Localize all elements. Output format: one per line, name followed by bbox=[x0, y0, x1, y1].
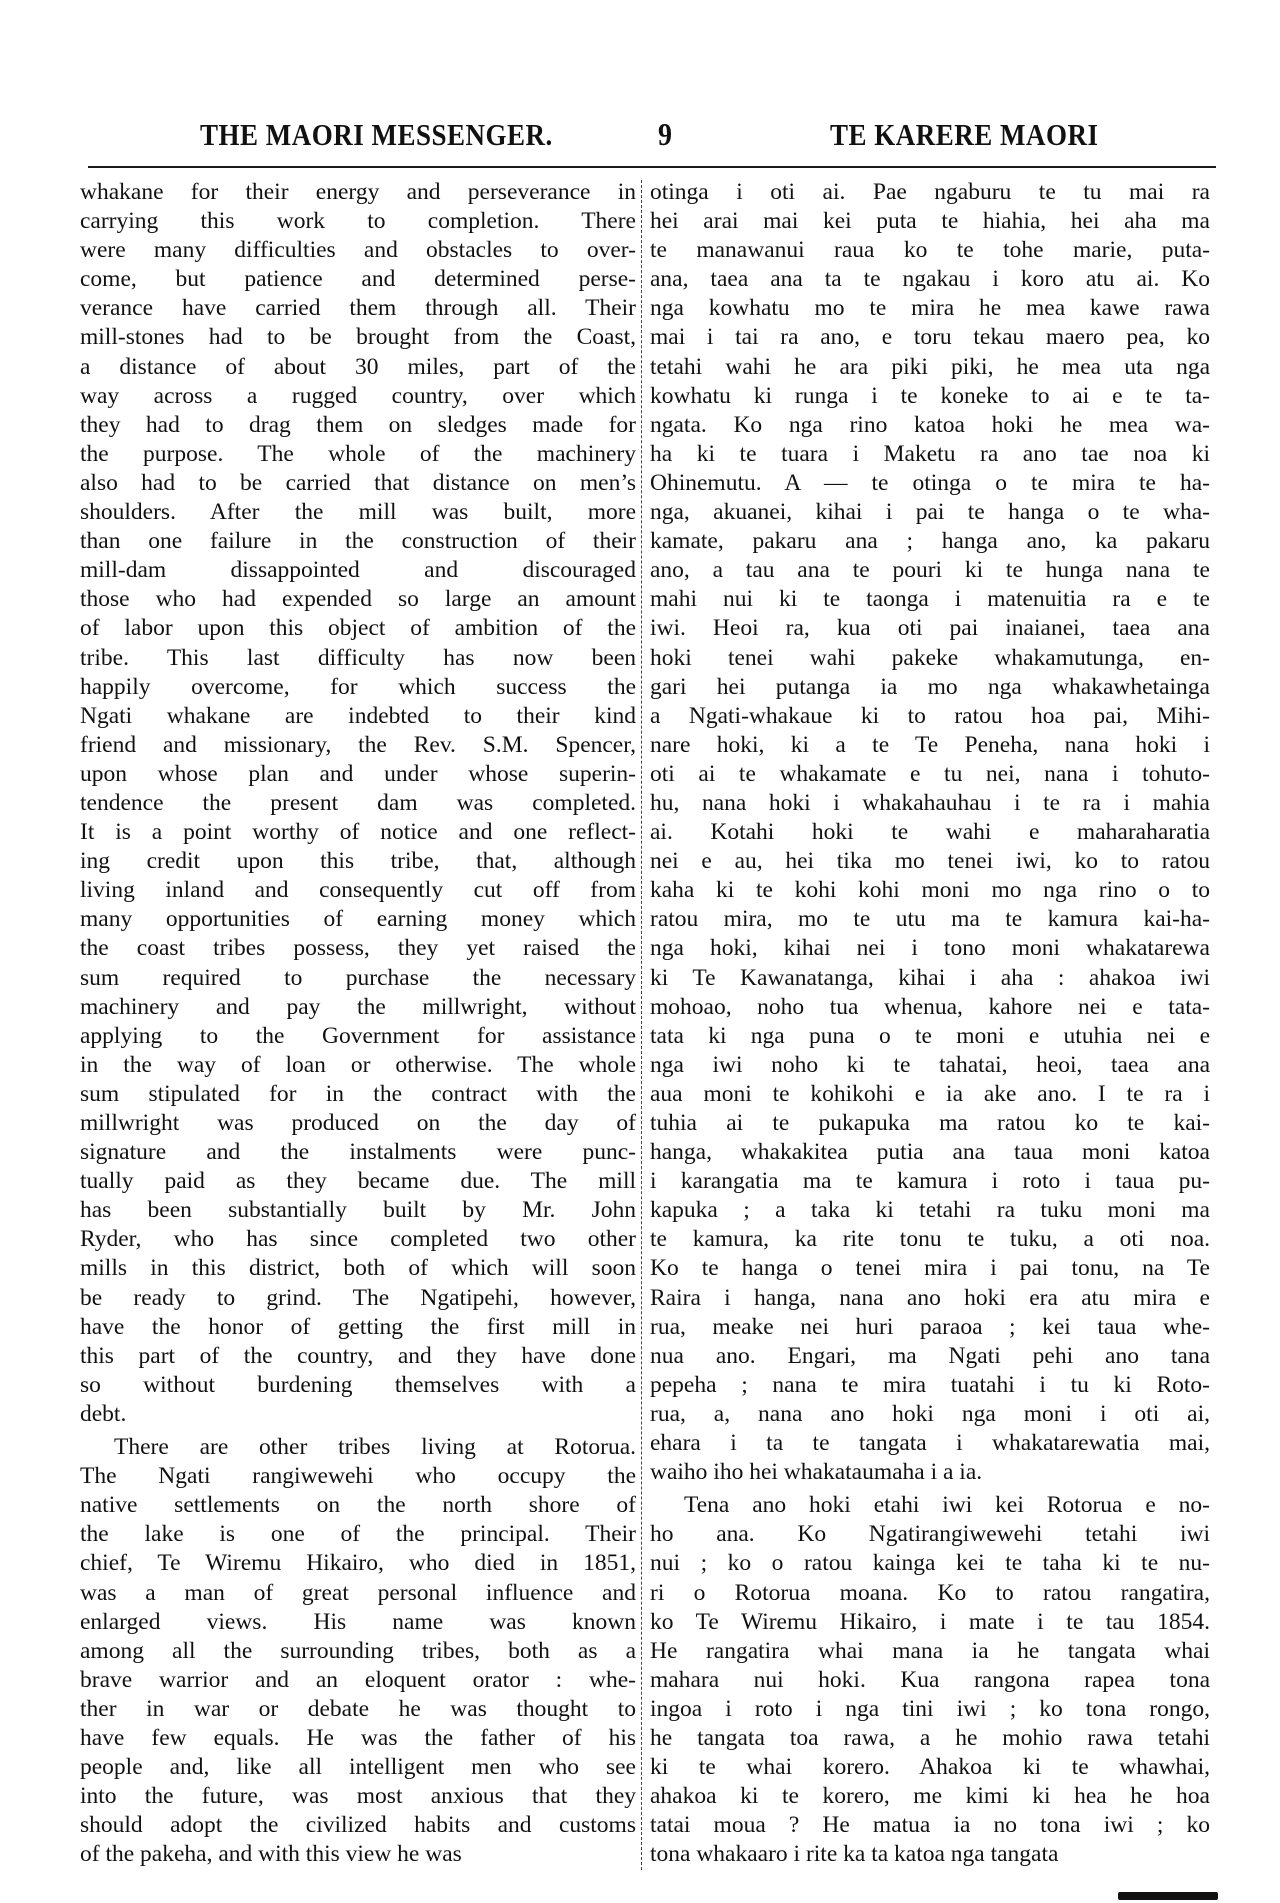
text-line: ha ki te tuara i Maketu ra ano tae noa ki bbox=[650, 440, 1210, 467]
text-line: tatai moua ? He matua ia no tona iwi ; ko bbox=[650, 1812, 1210, 1839]
text-line: tuhia ai te pukapuka ma ratou ko te kai- bbox=[650, 1110, 1210, 1136]
text-line: come, but patience and determined perse- bbox=[80, 266, 636, 293]
text-line: friend and missionary, the Rev. S.M. Spencer, bbox=[80, 731, 636, 758]
text-line: rua, meake nei huri paraoa ; kei taua whe- bbox=[650, 1313, 1210, 1340]
text-line: he tangata toa rawa, a he mohio rawa tetahi bbox=[650, 1724, 1210, 1751]
text-line: ther in war or debate he was thought to bbox=[80, 1695, 636, 1722]
page-number: 9 bbox=[658, 118, 673, 153]
newspaper-title-english: THE MAORI MESSENGER. bbox=[200, 118, 553, 152]
text-line: ing credit upon this tribe, that, although bbox=[80, 848, 636, 875]
text-line: kapuka ; a taka ki tetahi ra tuku moni ma bbox=[650, 1197, 1210, 1224]
text-line: sum required to purchase the necessary bbox=[80, 964, 636, 991]
text-line: chief, Te Wiremu Hikairo, who died in 1851, bbox=[80, 1550, 636, 1577]
text-line: mills in this district, both of which will soon bbox=[80, 1255, 636, 1282]
text-line: a Ngati-whakaue ki to ratou hoa pai, Mihi- bbox=[650, 702, 1210, 729]
text-line: He rangatira whai mana ia he tangata whai bbox=[650, 1637, 1210, 1664]
maori-paragraph bbox=[650, 1491, 1210, 1869]
text-line: ingoa i roto i nga tini iwi ; ko tona rongo, bbox=[650, 1695, 1210, 1722]
text-line: aua moni te kohikohi e ia ake ano. I te ra i bbox=[650, 1080, 1210, 1107]
english-paragraph bbox=[80, 1433, 636, 1869]
text-line: nui ; ko o ratou kainga kei te taha ki te nu- bbox=[650, 1550, 1210, 1577]
text-line: applying to the Government for assistance bbox=[80, 1022, 636, 1049]
text-line: ahakoa ki te korero, me kimi ki hea he hoa bbox=[650, 1783, 1210, 1810]
text-line: te manawanui raua ko te tohe marie, puta- bbox=[650, 237, 1210, 264]
text-line: ko Te Wiremu Hikairo, i mate i te tau 1854. bbox=[650, 1608, 1210, 1635]
text-line: nga iwi noho ki te tahatai, heoi, taea ana bbox=[650, 1051, 1210, 1078]
text-line: have the honor of getting the first mill in bbox=[80, 1313, 636, 1340]
text-line: of labor upon this object of ambition of the bbox=[80, 615, 636, 642]
column-divider bbox=[641, 180, 642, 1870]
text-line: way across a rugged country, over which bbox=[80, 382, 636, 409]
text-line: verance have carried them through all. Their bbox=[80, 295, 636, 322]
text-line: kowhatu ki runga i te koneke to ai e te ta- bbox=[650, 382, 1210, 409]
text-line: ri o Rotorua moana. Ko to ratou rangatira, bbox=[650, 1579, 1210, 1606]
text-line: gari hei putanga ia mo nga whakawhetainga bbox=[650, 673, 1210, 700]
english-column bbox=[80, 178, 636, 1869]
text-line: pepeha ; nana te mira tuatahi i tu ki Roto- bbox=[650, 1371, 1210, 1398]
text-line: nga hoki, kihai nei i tono moni whakatarewa bbox=[650, 935, 1210, 962]
text-line: brave warrior and an eloquent orator : whe- bbox=[80, 1666, 636, 1693]
text-line: should adopt the civilized habits and customs bbox=[80, 1812, 636, 1839]
text-line: the coast tribes possess, they yet raised the bbox=[80, 935, 636, 962]
text-line: this part of the country, and they have done bbox=[80, 1342, 636, 1369]
text-line: whakane for their energy and perseverance in bbox=[80, 179, 636, 205]
text-line: hu, nana hoki i whakahauhau i te ra i mahia bbox=[650, 789, 1210, 816]
text-line: There are other tribes living at Rotorua. bbox=[114, 1434, 636, 1461]
text-line: ehara i ta te tangata i whakatarewatia mai, bbox=[650, 1430, 1210, 1457]
text-line: sum stipulated for in the contract with the bbox=[80, 1080, 636, 1107]
text-line: the lake is one of the principal. Their bbox=[80, 1521, 636, 1548]
header-rule bbox=[88, 166, 1216, 168]
text-line: tendence the present dam was completed. bbox=[80, 789, 636, 816]
text-line: than one failure in the construction of their bbox=[80, 528, 636, 555]
text-line: Ryder, who has since completed two other bbox=[80, 1226, 636, 1253]
text-line: of the pakeha, and with this view he was bbox=[80, 1841, 462, 1868]
text-line: ngata. Ko nga rino katoa hoki he mea wa- bbox=[650, 411, 1210, 438]
text-line: shoulders. After the mill was built, more bbox=[80, 499, 636, 526]
text-line: kamate, pakaru ana ; hanga ano, ka pakaru bbox=[650, 528, 1210, 555]
text-line: nga, akuanei, kihai i pai te hanga o te wha- bbox=[650, 499, 1210, 526]
text-line: ki te whai korero. Ahakoa ki te whawhai, bbox=[650, 1754, 1210, 1781]
text-line: ai. Kotahi hoki te wahi e maharaharatia bbox=[650, 819, 1210, 846]
text-line: has been substantially built by Mr. John bbox=[80, 1197, 636, 1224]
text-line: tata ki nga puna o te moni e utuhia nei e bbox=[650, 1022, 1210, 1049]
text-line: ki Te Kawanatanga, kihai i aha : ahakoa iwi bbox=[650, 964, 1210, 991]
text-line: Raira i hanga, nana ano hoki era atu mira e bbox=[650, 1284, 1210, 1311]
text-line: nua ano. Engari, ma Ngati pehi ano tana bbox=[650, 1342, 1210, 1369]
english-paragraph bbox=[80, 178, 636, 1429]
text-line: iwi. Heoi ra, kua oti pai inaianei, taea ana bbox=[650, 615, 1210, 642]
text-line: happily overcome, for which success the bbox=[80, 673, 636, 700]
text-line: people and, like all intelligent men who see bbox=[80, 1754, 636, 1781]
text-line: te kamura, ka rite tonu te tuku, a oti noa. bbox=[650, 1226, 1210, 1253]
text-line: mill-dam dissappointed and discouraged bbox=[80, 557, 636, 584]
text-line: nga kowhatu mo te mira he mea kawe rawa bbox=[650, 295, 1210, 322]
text-line: hoki tenei wahi pakeke whakamutunga, en- bbox=[650, 644, 1210, 671]
text-line: was a man of great personal influence and bbox=[80, 1579, 636, 1606]
text-line: tona whakaaro i rite ka ta katoa nga tangata bbox=[650, 1841, 1059, 1868]
printer-ornament bbox=[1118, 1892, 1218, 1900]
text-line: mill-stones had to be brought from the Coast, bbox=[80, 324, 636, 351]
text-line: kaha ki te kohi kohi moni mo nga rino o to bbox=[650, 877, 1210, 904]
text-line: have few equals. He was the father of his bbox=[80, 1724, 636, 1751]
text-line: mohoao, noho tua whenua, kahore nei e tata- bbox=[650, 993, 1210, 1020]
text-line: carrying this work to completion. There bbox=[80, 208, 636, 235]
text-line: a distance of about 30 miles, part of the bbox=[80, 353, 636, 380]
text-line: ho ana. Ko Ngatirangiwewehi tetahi iwi bbox=[650, 1521, 1210, 1548]
text-line: tually paid as they became due. The mill bbox=[80, 1168, 636, 1195]
text-line: Ohinemutu. A — te otinga o te mira te ha- bbox=[650, 469, 1210, 496]
text-line: so without burdening themselves with a bbox=[80, 1371, 636, 1398]
text-line: oti ai te whakamate e tu nei, nana i tohuto- bbox=[650, 760, 1210, 787]
maori-column bbox=[650, 178, 1210, 1869]
text-line: those who had expended so large an amount bbox=[80, 586, 636, 613]
text-line: ana, taea ana ta te ngakau i koro atu ai. Ko bbox=[650, 266, 1210, 293]
maori-paragraph bbox=[650, 178, 1210, 1487]
text-line: living inland and consequently cut off from bbox=[80, 877, 636, 904]
text-line: machinery and pay the millwright, without bbox=[80, 993, 636, 1020]
text-line: mai i tai ra ano, e toru tekau maero pea, ko bbox=[650, 324, 1210, 351]
text-line: Ngati whakane are indebted to their kind bbox=[80, 702, 636, 729]
text-line: nare hoki, ki a te Te Peneha, nana hoki i bbox=[650, 731, 1210, 758]
text-line: ano, a tau ana te pouri ki te hunga nana te bbox=[650, 557, 1210, 584]
text-line: mahara nui hoki. Kua rangona rapea tona bbox=[650, 1666, 1210, 1693]
text-line: It is a point worthy of notice and one reflect- bbox=[80, 819, 636, 846]
text-line: in the way of loan or otherwise. The whole bbox=[80, 1051, 636, 1078]
text-line: the purpose. The whole of the machinery bbox=[80, 440, 636, 467]
text-line: also had to be carried that distance on men’s bbox=[80, 469, 636, 496]
newspaper-title-maori: TE KARERE MAORI bbox=[830, 118, 1099, 152]
text-line: hei arai mai kei puta te hiahia, hei aha ma bbox=[650, 208, 1210, 235]
text-line: many opportunities of earning money which bbox=[80, 906, 636, 933]
text-line: i karangatia ma te kamura i roto i taua pu- bbox=[650, 1168, 1210, 1195]
text-line: otinga i oti ai. Pae ngaburu te tu mai ra bbox=[650, 179, 1210, 205]
text-line: millwright was produced on the day of bbox=[80, 1110, 636, 1136]
text-line: mahi nui ki te taonga i matenuitia ra e te bbox=[650, 586, 1210, 613]
text-line: ratou mira, mo te utu ma te kamura kai-ha- bbox=[650, 906, 1210, 933]
text-line: into the future, was most anxious that they bbox=[80, 1783, 636, 1810]
text-line: among all the surrounding tribes, both as a bbox=[80, 1637, 636, 1664]
text-line: were many difficulties and obstacles to over- bbox=[80, 237, 636, 264]
text-line: they had to drag them on sledges made for bbox=[80, 411, 636, 438]
text-line: debt. bbox=[80, 1400, 127, 1427]
text-line: hanga, whakakitea putia ana taua moni katoa bbox=[650, 1139, 1210, 1166]
text-line: Ko te hanga o tenei mira i pai tonu, na Te bbox=[650, 1255, 1210, 1282]
text-line: The Ngati rangiwewehi who occupy the bbox=[80, 1463, 636, 1490]
text-line: waiho iho hei whakataumaha i a ia. bbox=[650, 1459, 983, 1486]
text-line: native settlements on the north shore of bbox=[80, 1492, 636, 1519]
text-line: be ready to grind. The Ngatipehi, however, bbox=[80, 1284, 636, 1311]
text-line: Tena ano hoki etahi iwi kei Rotorua e no- bbox=[684, 1492, 1210, 1519]
text-line: rua, a, nana ano hoki nga moni i oti ai, bbox=[650, 1400, 1210, 1427]
text-line: tribe. This last difficulty has now been bbox=[80, 644, 636, 671]
text-line: nei e au, hei tika mo tenei iwi, ko to ratou bbox=[650, 848, 1210, 875]
text-line: tetahi wahi he ara piki piki, he mea uta nga bbox=[650, 353, 1210, 380]
text-line: signature and the instalments were punc- bbox=[80, 1139, 636, 1166]
masthead bbox=[0, 118, 1280, 158]
text-line: upon whose plan and under whose superin- bbox=[80, 760, 636, 787]
text-line: enlarged views. His name was known bbox=[80, 1608, 636, 1635]
